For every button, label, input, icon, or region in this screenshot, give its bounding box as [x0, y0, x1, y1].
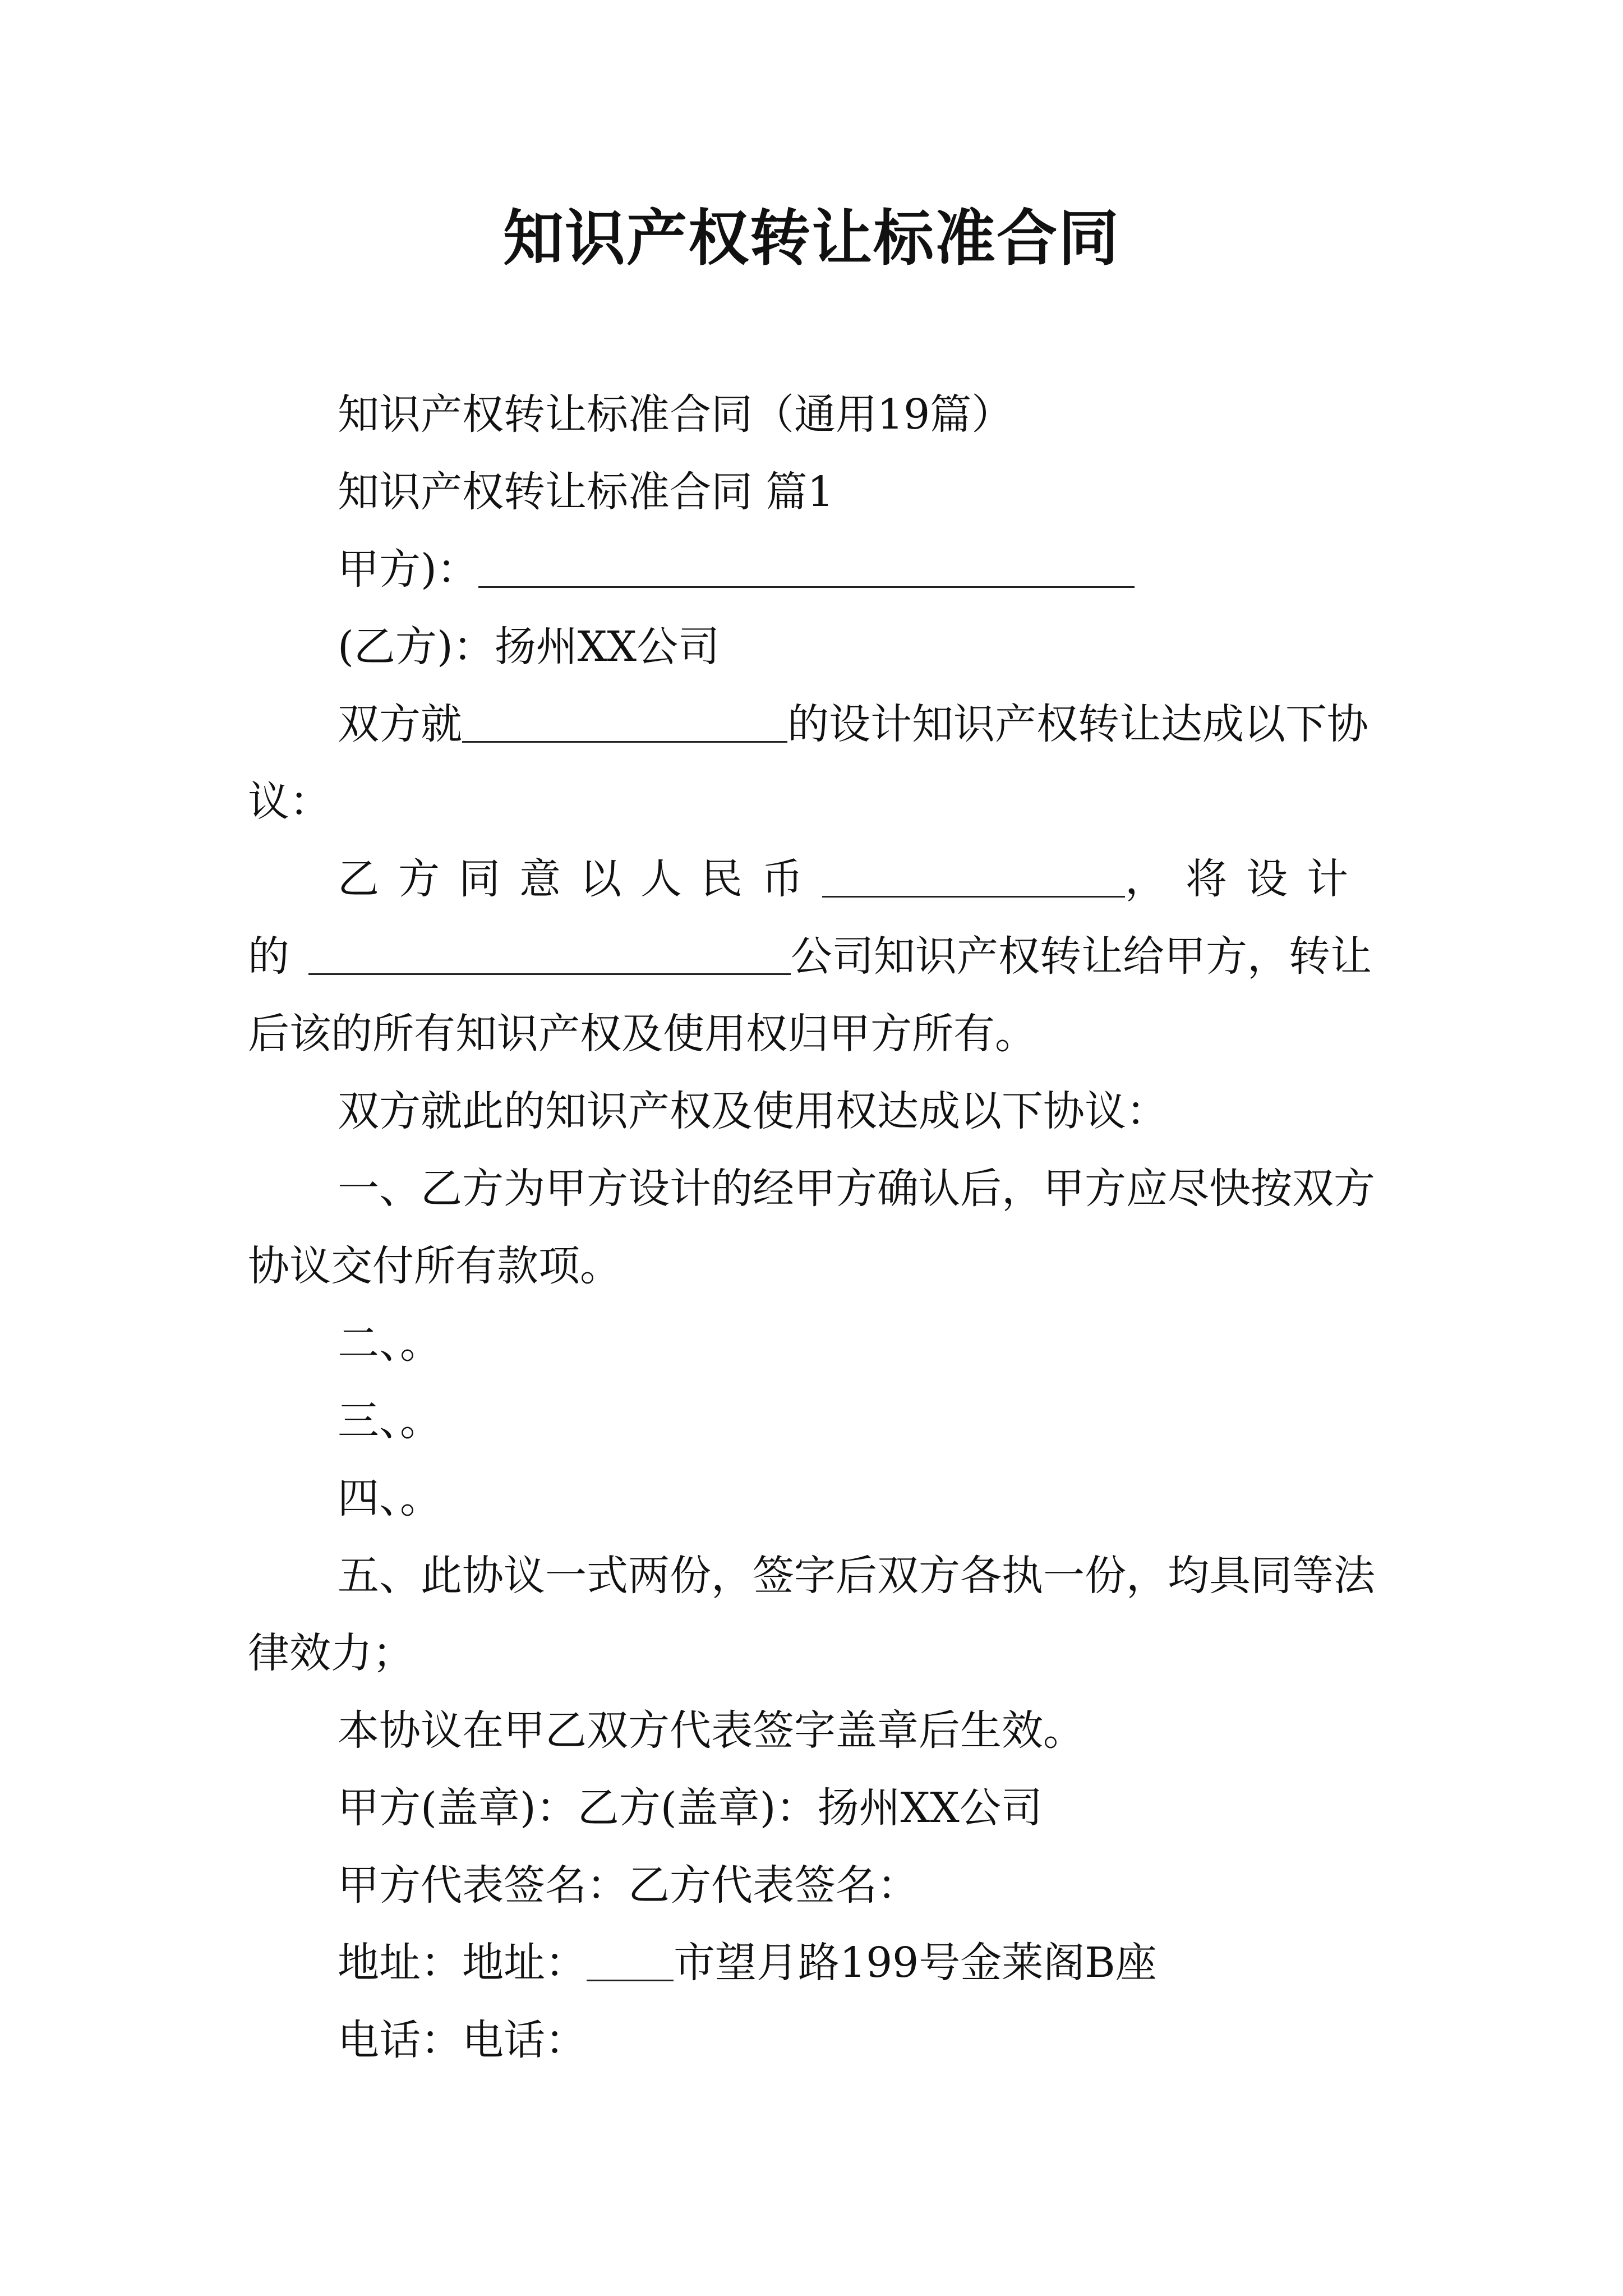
agreement-paragraph-3: 双方就此的知识产权及使用权达成以下协议：: [338, 1087, 1168, 1135]
address-value: 市望月路199号金莱阁B座: [674, 1939, 1157, 1987]
design-blank: [462, 696, 787, 743]
subtitle: 知识产权转让标准合同（通用19篇）: [338, 390, 1013, 439]
clause-3: 三、。: [338, 1397, 441, 1445]
company-blank: [308, 928, 791, 975]
agreement-text: 的设计知识产权转让达成以下协议：: [248, 700, 1368, 826]
city-blank: [587, 1935, 674, 1981]
phone-line: 电话：电话：: [338, 2016, 587, 2064]
seal-line: 甲方(盖章)：乙方(盖章)：扬州XX公司: [338, 1784, 1043, 1832]
signature-line: 甲方代表签名：乙方代表签名：: [338, 1861, 919, 1910]
party-a-label: 甲方)：: [338, 545, 478, 593]
agreement-text: 公司知识产权转让给甲方，转让后该的所有知识产权及使用权归甲方所有。: [248, 932, 1372, 1058]
clause-1: 一、乙方为甲方设计的经甲方确认后，甲方应尽快按双方协议交付所有款项。: [248, 1165, 1375, 1290]
document-body: [248, 376, 1384, 2079]
party-a-line: [248, 531, 1384, 608]
amount-blank: [822, 851, 1125, 898]
clause-4: 四、。: [338, 1474, 441, 1522]
document-title: 知识产权转让标准合同: [502, 203, 1120, 274]
section-heading: 知识产权转让标准合同 篇1: [338, 468, 834, 516]
address-label: 地址：地址：: [338, 1939, 587, 1987]
agreement-paragraph-2: [248, 840, 1384, 1073]
clause-5: 五、此协议一式两份，签字后双方各执一份，均具同等法律效力；: [248, 1552, 1375, 1677]
agreement-text: 双方就: [338, 700, 462, 748]
agreement-text: 乙方同意以人民币: [338, 855, 822, 903]
effective-clause: 本协议在甲乙双方代表签字盖章后生效。: [338, 1706, 1085, 1755]
party-b-line: (乙方)：扬州XX公司: [338, 623, 720, 671]
clause-2: 二、。: [338, 1319, 441, 1368]
address-line: [248, 1924, 1384, 2001]
agreement-text: ，将设计的: [248, 855, 1367, 981]
agreement-paragraph-1: [248, 685, 1384, 840]
party-a-blank: [478, 541, 1135, 588]
